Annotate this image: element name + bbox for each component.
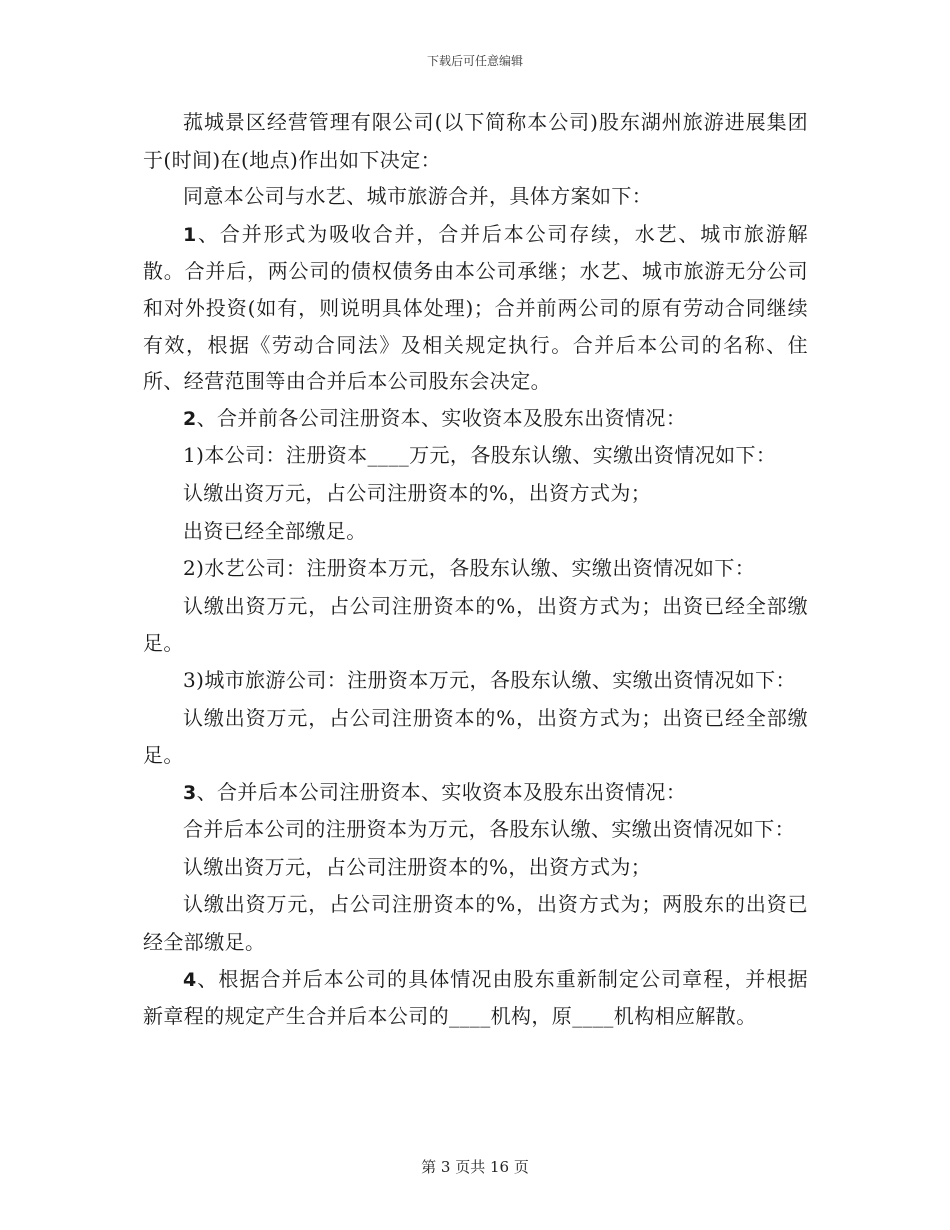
paragraph [143,437,808,475]
paragraph [143,216,808,400]
paragraph-text: 1)本公司：注册资本____万元，各股东认缴、实缴出资情况如下： [183,443,777,468]
item-number: 2 [183,407,197,430]
paragraph-text: 、合并前各公司注册资本、实收资本及股东出资情况： [196,405,687,430]
paragraph [143,400,808,438]
paragraph-text: 、根据合并后本公司的具体情况由股东重新制定公司章程，并根据新章程的规定产生合并后本公司的____机构，原____机构相应解散。 [143,966,808,1029]
paragraph-text: 出资已经全部缴足。 [183,518,367,543]
paragraph-text: 、合并后本公司注册资本、实收资本及股东出资情况： [196,779,687,804]
paragraph-text: 合并后本公司的注册资本为万元，各股东认缴、实缴出资情况如下： [183,817,795,842]
paragraph-text: 认缴出资万元，占公司注册资本的%，出资方式为；两股东的出资已经全部缴足。 [143,892,808,955]
paragraph-text: 菰城景区经营管理有限公司(以下简称本公司)股东湖州旅游进展集团于(时间)在(地点)作出如下决定： [143,110,808,172]
paragraph-text: 认缴出资万元，占公司注册资本的%，出资方式为； [183,480,652,505]
paragraph-text: 3)城市旅游公司：注册资本万元，各股东认缴、实缴出资情况如下： [183,667,796,692]
item-number: 1 [183,223,197,246]
paragraph [143,178,808,216]
paragraph-text: 同意本公司与水艺、城市旅游合并，具体方案如下： [183,184,653,209]
paragraph [143,700,808,774]
item-number: 4 [183,968,197,991]
paragraph [143,475,808,513]
paragraph-text: 2)水艺公司：注册资本万元，各股东认缴、实缴出资情况如下： [183,556,756,581]
paragraph [143,513,808,551]
page-header: 下载后可任意编辑 [426,54,523,68]
paragraph [143,961,808,1035]
paragraph [143,774,808,812]
paragraph-text: 认缴出资万元，占公司注册资本的%，出资方式为；出资已经全部缴足。 [143,705,808,768]
paragraph [143,588,808,662]
item-number: 3 [183,781,197,804]
paragraph [143,849,808,887]
paragraph [143,886,808,960]
paragraph [143,104,808,178]
paragraph-text: 认缴出资万元，占公司注册资本的%，出资方式为；出资已经全部缴足。 [143,593,808,656]
paragraph-text: 认缴出资万元，占公司注册资本的%，出资方式为； [183,854,652,879]
paragraph [143,550,808,588]
paragraph-text: 、合并形式为吸收合并，合并后本公司存续，水艺、城市旅游解散。合并后，两公司的债权债务由本公司承继；水艺、城市旅游无分公司和对外投资(如有，则说明具体处理)；合并前两公司的原有劳动合同继续有效，根据《劳动合同法》及相关规定执行。合并后本公司的名称、住所、经营范围等由合并后本公司股东会决定。 [143,221,808,394]
paragraph [143,662,808,700]
paragraph [143,811,808,849]
page-footer: 第 3 页共 16 页 [421,1158,529,1176]
document-body [143,104,808,1035]
